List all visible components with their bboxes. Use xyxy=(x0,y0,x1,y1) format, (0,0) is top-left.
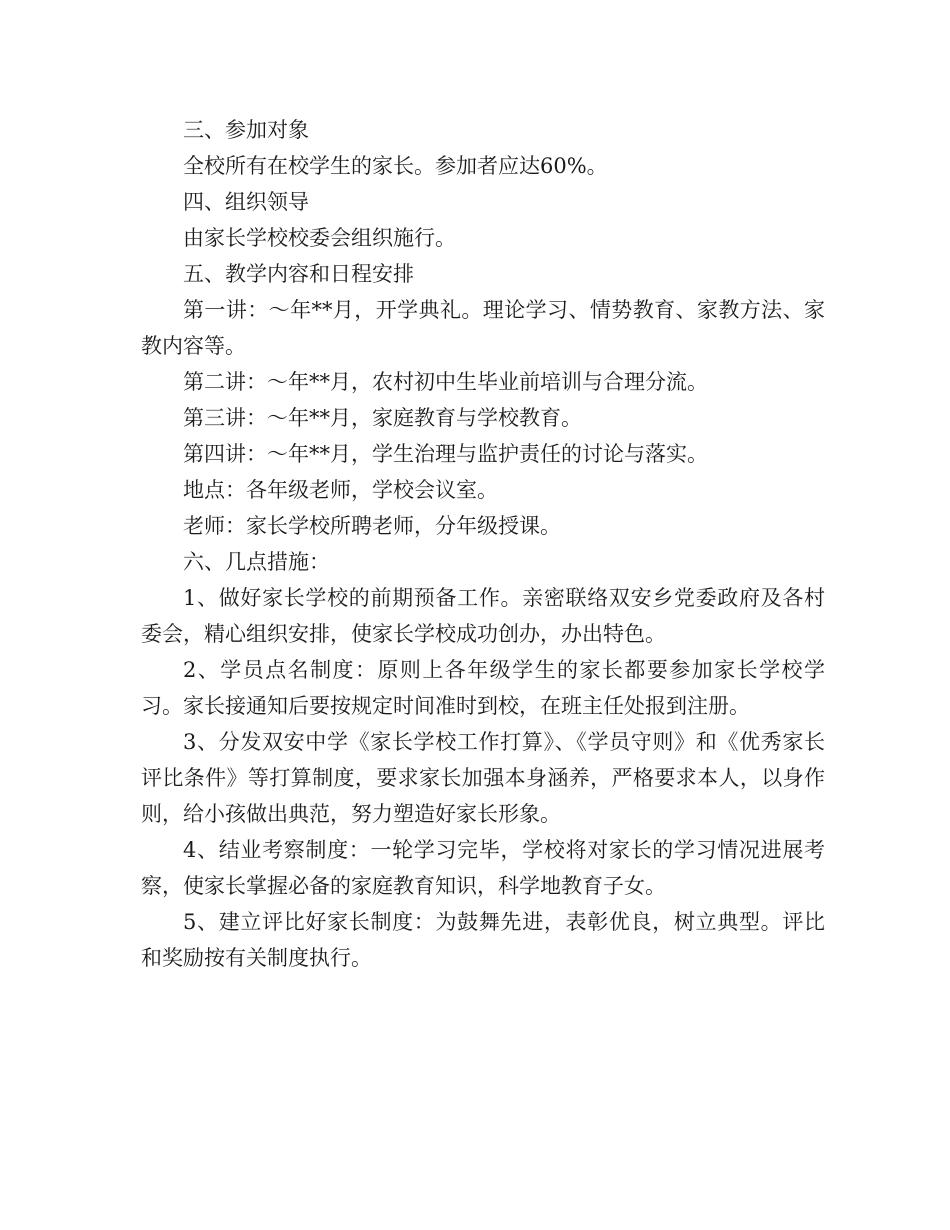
paragraph-measure-3: 3、分发双安中学《家长学校工作打算》、《学员守则》和《优秀家长评比条件》等打算制度，要求家长加强本身涵养，严格要求本人，以身作则，给小孩做出典范，努力塑造好家长形象。 xyxy=(141,730,825,826)
section-heading-measures: 六、几点措施： xyxy=(183,550,330,574)
paragraph-measure-5: 5、建立评比好家长制度：为鼓舞先进，表彰优良，树立典型。评比和奖励按有关制度执行。 xyxy=(141,910,825,970)
section-heading-schedule: 五、教学内容和日程安排 xyxy=(183,262,414,286)
paragraph-measure-1: 1、做好家长学校的前期预备工作。亲密联络双安乡党委政府及各村委会，精心组织安排，使家长学校成功创办，办出特色。 xyxy=(141,586,825,646)
paragraph-location: 地点：各年级老师，学校会议室。 xyxy=(183,478,498,502)
paragraph-measure-2: 2、学员点名制度：原则上各年级学生的家长都要参加家长学校学习。家长接通知后要按规定时间准时到校，在班主任处报到注册。 xyxy=(141,658,825,718)
paragraph-participants: 全校所有在校学生的家长。参加者应达60%。 xyxy=(183,154,608,178)
document-body xyxy=(141,112,825,976)
paragraph-lecture-3: 第三讲：～年**月，家庭教育与学校教育。 xyxy=(183,406,582,430)
paragraph-lecture-2: 第二讲：～年**月，农村初中生毕业前培训与合理分流。 xyxy=(183,370,708,394)
paragraph-leadership: 由家长学校校委会组织施行。 xyxy=(183,226,456,250)
paragraph-lecture-1: 第一讲：～年**月，开学典礼。理论学习、情势教育、家教方法、家教内容等。 xyxy=(141,298,825,358)
section-heading-participants: 三、参加对象 xyxy=(183,118,309,142)
paragraph-teachers: 老师：家长学校所聘老师，分年级授课。 xyxy=(183,514,561,538)
paragraph-lecture-4: 第四讲：～年**月，学生治理与监护责任的讨论与落实。 xyxy=(183,442,708,466)
section-heading-leadership: 四、组织领导 xyxy=(183,190,309,214)
paragraph-measure-4: 4、结业考察制度：一轮学习完毕，学校将对家长的学习情况进展考察，使家长掌握必备的家庭教育知识，科学地教育子女。 xyxy=(141,838,825,898)
